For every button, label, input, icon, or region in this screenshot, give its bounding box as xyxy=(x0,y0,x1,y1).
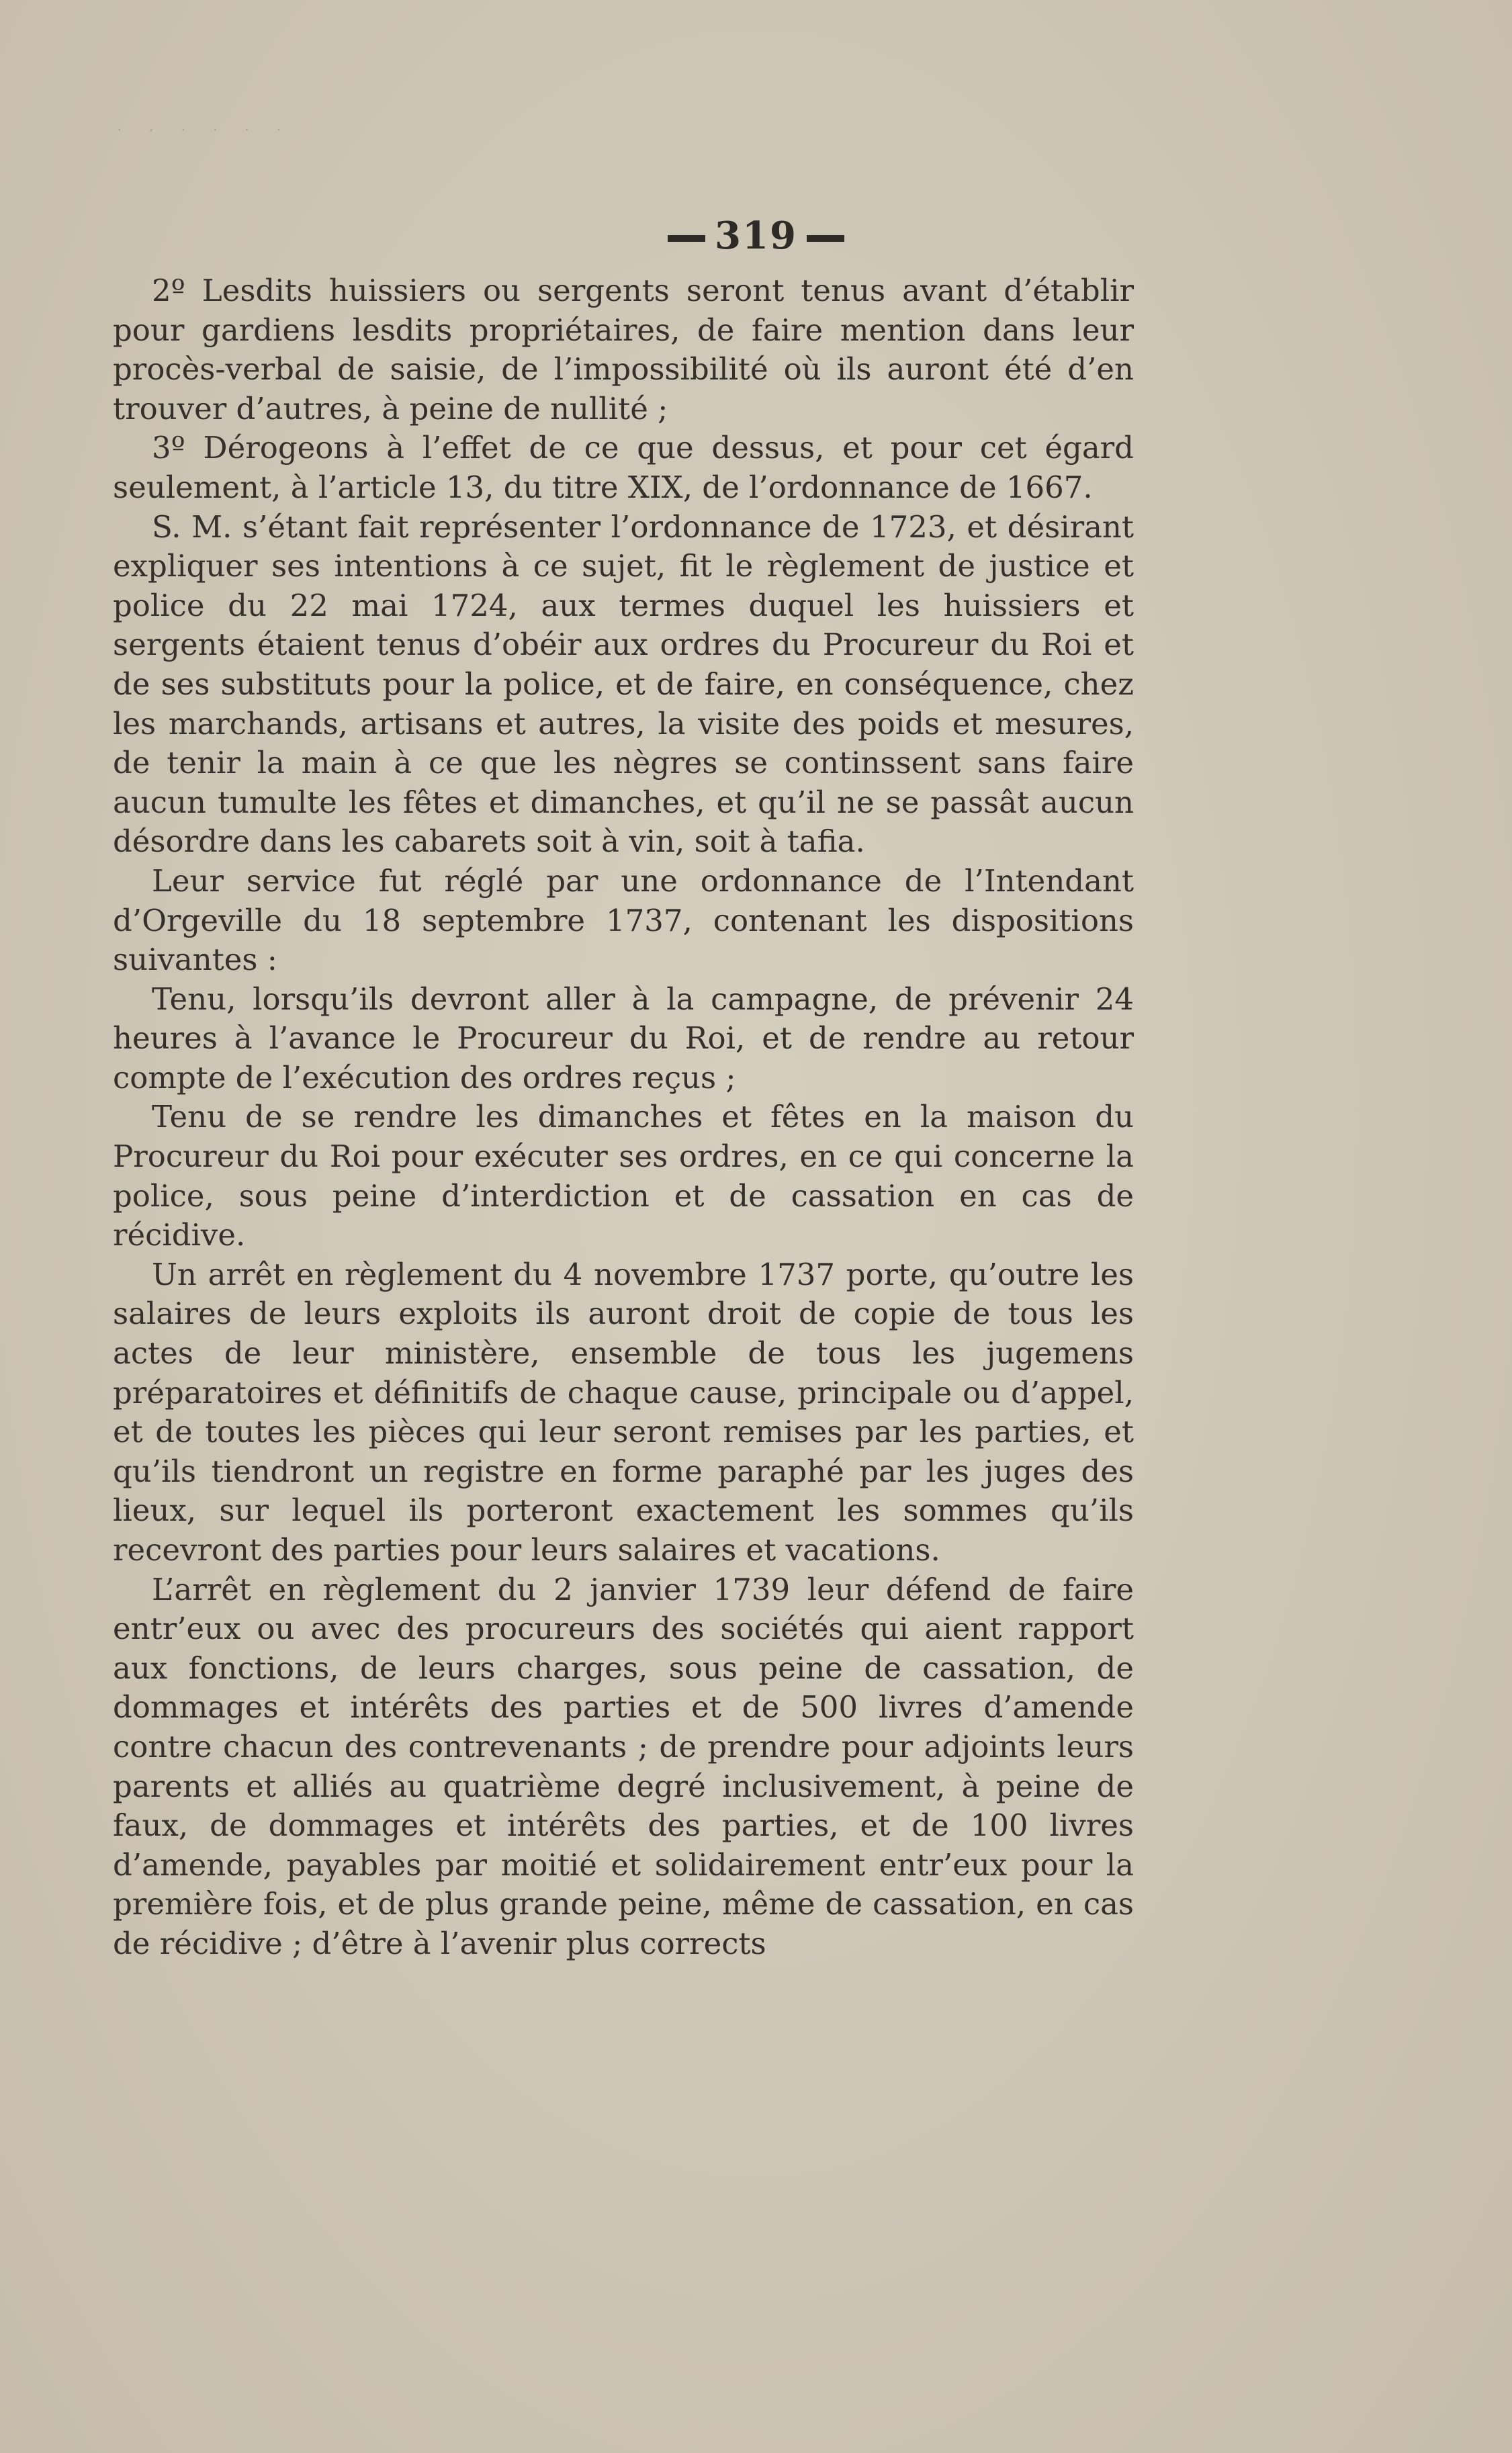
paragraph: Un arrêt en règlement du 4 novembre 1737 porte, qu’outre les salaires de leurs exploits ils auront droit de copie de tous les actes de leur ministère, ensemble de tous les jugemens préparatoires et définitifs de chaque cause, principale ou d’appel, et de toutes les pièces qui leur seront remises par les parties, et qu’ils tiendront un registre en forme paraphé par les juges des lieux, sur lequel ils porteront exactement les sommes qu’ils recevront des parties pour leurs salaires et vacations. xyxy=(113,1256,1134,1568)
page-number-dash-left xyxy=(668,235,705,242)
page-number xyxy=(0,214,1512,258)
paragraph: 2º Lesdits huissiers ou sergents seront tenus avant d’établir pour gardiens lesdits propriétaires, de faire mention dans leur procès-verbal de saisie, de l’impossibilité où ils auront été d’en trouver d’autres, à peine de nullité ; xyxy=(113,273,1134,427)
header-marks: . , . . . . xyxy=(118,120,293,134)
body-text xyxy=(113,271,1134,1964)
paragraph: 3º Dérogeons à l’effet de ce que dessus, et pour cet égard seulement, à l’article 13, du titre XIX, de l’ordonnance de 1667. xyxy=(113,430,1134,505)
page-number-text: 319 xyxy=(715,214,797,258)
paragraph: Leur service fut réglé par une ordonnance de l’Intendant d’Orgeville du 18 septembre 1737, contenant les dispositions suivantes : xyxy=(113,862,1134,978)
paragraph: Tenu, lorsqu’ils devront aller à la campagne, de prévenir 24 heures à l’avance le Procureur du Roi, et de rendre au retour compte de l’exécution des ordres reçus ; xyxy=(113,981,1134,1096)
paragraph: S. M. s’étant fait représenter l’ordonnance de 1723, et désirant expliquer ses intentions à ce sujet, fit le règlement de justice et police du 22 mai 1724, aux termes duquel les huissiers et sergents étaient tenus d’obéir aux ordres du Procureur du Roi et de ses substituts pour la police, et de faire, en conséquence, chez les marchands, artisans et autres, la visite des poids et mesures, de tenir la main à ce que les nègres se continssent sans faire aucun tumulte les fêtes et dimanches, et qu’il ne se passât aucun désordre dans les cabarets soit à vin, soit à tafia. xyxy=(113,508,1134,860)
page-number-dash-right xyxy=(807,235,844,242)
paragraph: Tenu de se rendre les dimanches et fêtes en la maison du Procureur du Roi pour exécuter ses ordres, en ce qui concerne la police, sous peine d’interdiction et de cassation en cas de récidive. xyxy=(113,1099,1134,1253)
paragraph: L’arrêt en règlement du 2 janvier 1739 leur défend de faire entr’eux ou avec des procureurs des sociétés qui aient rapport aux fonctions, de leurs charges, sous peine de cassation, de dommages et intérêts des parties et de 500 livres d’amende contre chacun des contrevenants ; de prendre pour adjoints leurs parents et alliés au quatrième degré inclusivement, à peine de faux, de dommages et intérêts des parties, et de 100 livres d’amende, payables par moitié et solidairement entr’eux pour la première fois, et de plus grande peine, même de cassation, en cas de récidive ; d’être à l’avenir plus corrects xyxy=(113,1571,1134,1961)
